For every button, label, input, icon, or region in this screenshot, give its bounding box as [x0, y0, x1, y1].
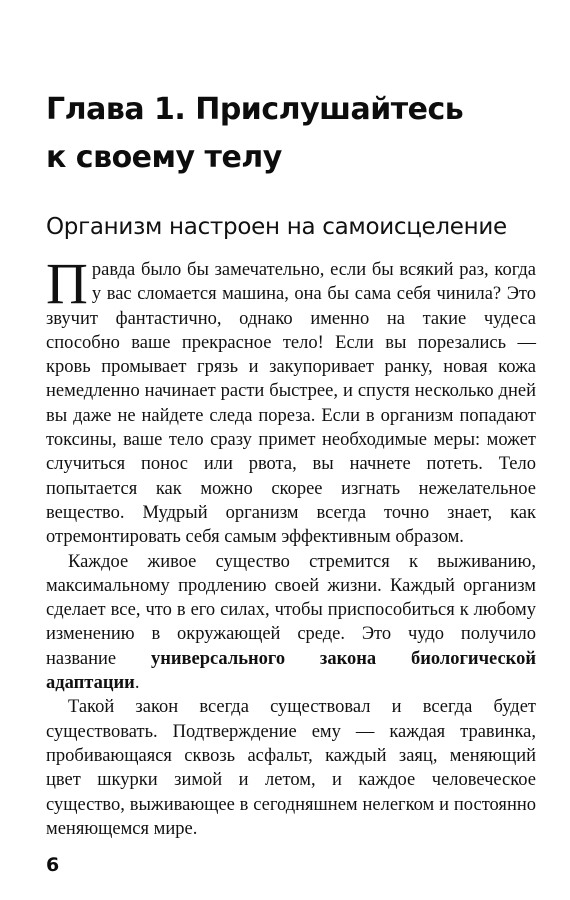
drop-cap: П [46, 251, 88, 316]
paragraph-2 [46, 550, 536, 696]
body-text [46, 251, 536, 841]
section-title: Организм настроен на самоисцеление [46, 214, 507, 240]
paragraph-1 [46, 251, 536, 550]
paragraph-3-text: Такой закон всегда существовал и всегда будет существовать. Подтверждение ему — каждая травинка, пробивающаяся сквозь асфальт, каждый заяц, меняющий цвет шкурки зимой и летом, и каждое человеческое существо, выживающее в сегодняшнем нелегком и постоянно меняющемся мире. [46, 697, 536, 839]
chapter-title [46, 86, 546, 182]
page-number: 6 [46, 854, 60, 876]
paragraph-3 [46, 695, 536, 841]
paragraph-2-bold-term: универсального закона биологической адаптации [46, 648, 536, 694]
paragraph-2-text-after: . [134, 673, 140, 694]
chapter-title-line-1: Глава 1. Прислушайтесь [46, 92, 464, 127]
paragraph-2-text-before: Каждое живое существо стремится к выживанию, максимальному продлению своей жизни. Каждый организм сделает все, что в его силах, чтобы приспособиться к любому изменению в окружающей среде. Это чудо получило название [46, 551, 536, 669]
paragraph-1-text: равда было бы замечательно, если бы всякий раз, когда у вас сломается машина, она бы сама себя чинила? Это звучит фантастично, однако именно на такие чудеса способно ваше прекрасное тело! Если вы порезались — кровь промывает грязь и закупоривает ранку, новая кожа немедленно начинает расти быстрее, и спустя несколько дней вы даже не найдете следа пореза. Если в организм попадают токсины, ваше тело сразу примет необходимые меры: может случиться понос или рвота, вы начнете потеть. Тело попытается как можно скорее изгнать нежелательное вещество. Мудрый организм всегда точно знает, как отремонтировать себя самым эффективным образом. [46, 260, 536, 548]
chapter-title-line-2: к своему телу [46, 140, 282, 175]
